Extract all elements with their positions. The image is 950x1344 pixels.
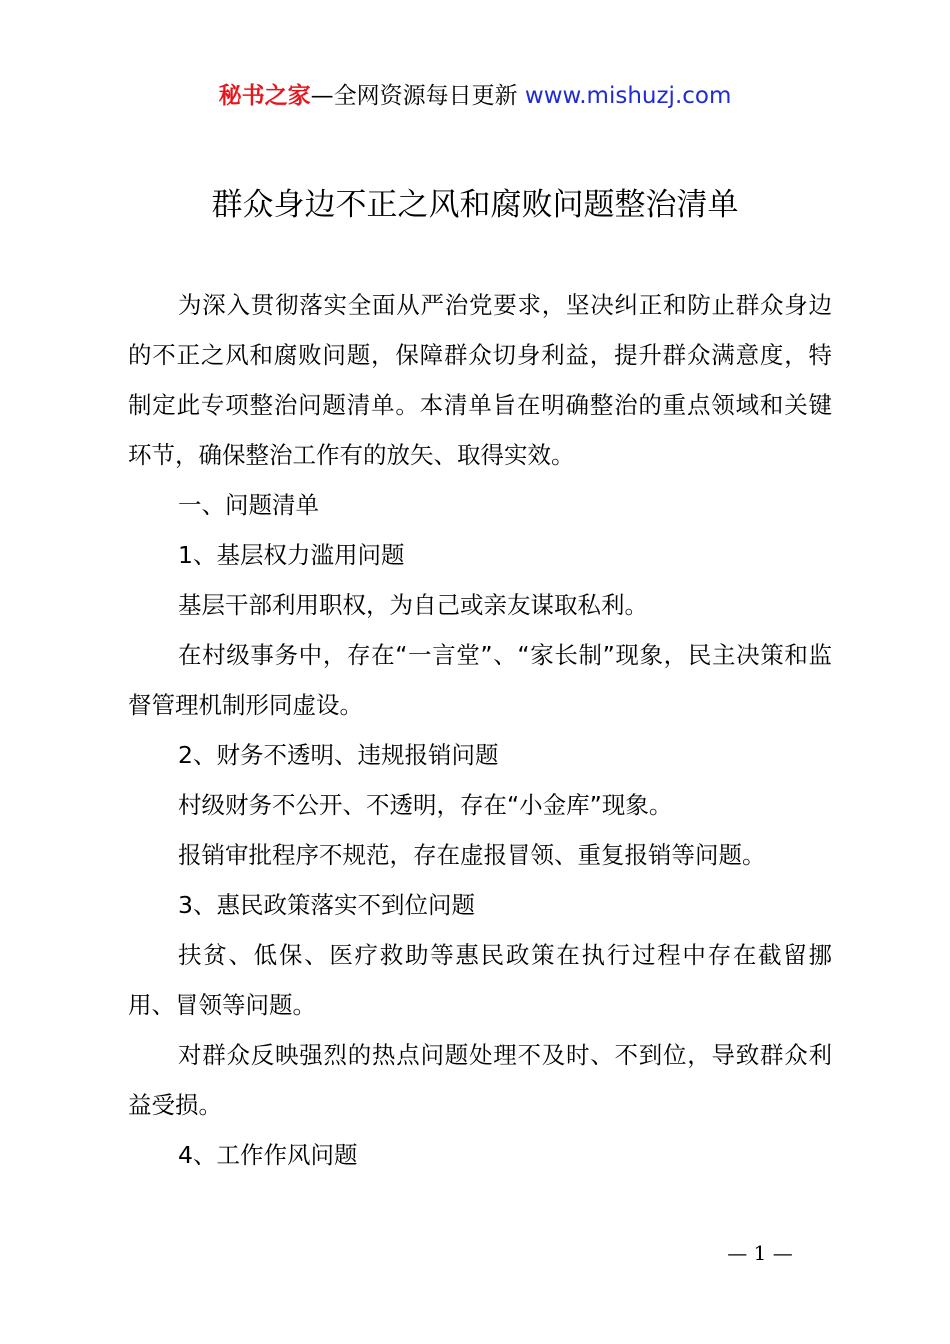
body-paragraph: 村级财务不公开、不透明，存在“小金库”现象。 <box>178 791 673 819</box>
subsection-heading: 2、财务不透明、违规报销问题 <box>178 741 499 769</box>
body-paragraph: 在村级事务中，存在“一言堂”、“家长制”现象，民主决策和监督管理机制形同虚设。 <box>128 641 832 719</box>
body-paragraph: 对群众反映强烈的热点问题处理不及时、不到位，导致群众利益受损。 <box>128 1041 832 1119</box>
body-paragraph: 扶贫、低保、医疗救助等惠民政策在执行过程中存在截留挪用、冒领等问题。 <box>128 941 832 1019</box>
subsection-heading: 1、基层权力滥用问题 <box>178 541 405 569</box>
body-paragraph: 基层干部利用职权，为自己或亲友谋取私利。 <box>178 591 648 619</box>
document-body <box>128 280 832 1180</box>
intro-paragraph: 为深入贯彻落实全面从严治党要求，坚决纠正和防止群众身边的不正之风和腐败问题，保障群众切身利益，提升群众满意度，特制定此专项整治问题清单。本清单旨在明确整治的重点领域和关键环节，确保整治工作有的放矢、取得实效。 <box>128 291 832 469</box>
document-title: 群众身边不正之风和腐败问题整治清单 <box>211 187 739 223</box>
site-header <box>0 80 950 112</box>
site-url-link[interactable]: www.mishuzj.com <box>524 83 732 109</box>
brand-name: 秘书之家 <box>218 83 311 109</box>
subsection-heading: 4、工作作风问题 <box>178 1141 358 1169</box>
page-number: — 1 — <box>727 1241 793 1265</box>
body-paragraph: 报销审批程序不规范，存在虚报冒领、重复报销等问题。 <box>178 841 766 869</box>
section-heading: 一、问题清单 <box>178 491 319 519</box>
header-tagline: —全网资源每日更新 <box>310 83 525 109</box>
subsection-heading: 3、惠民政策落实不到位问题 <box>178 891 475 919</box>
